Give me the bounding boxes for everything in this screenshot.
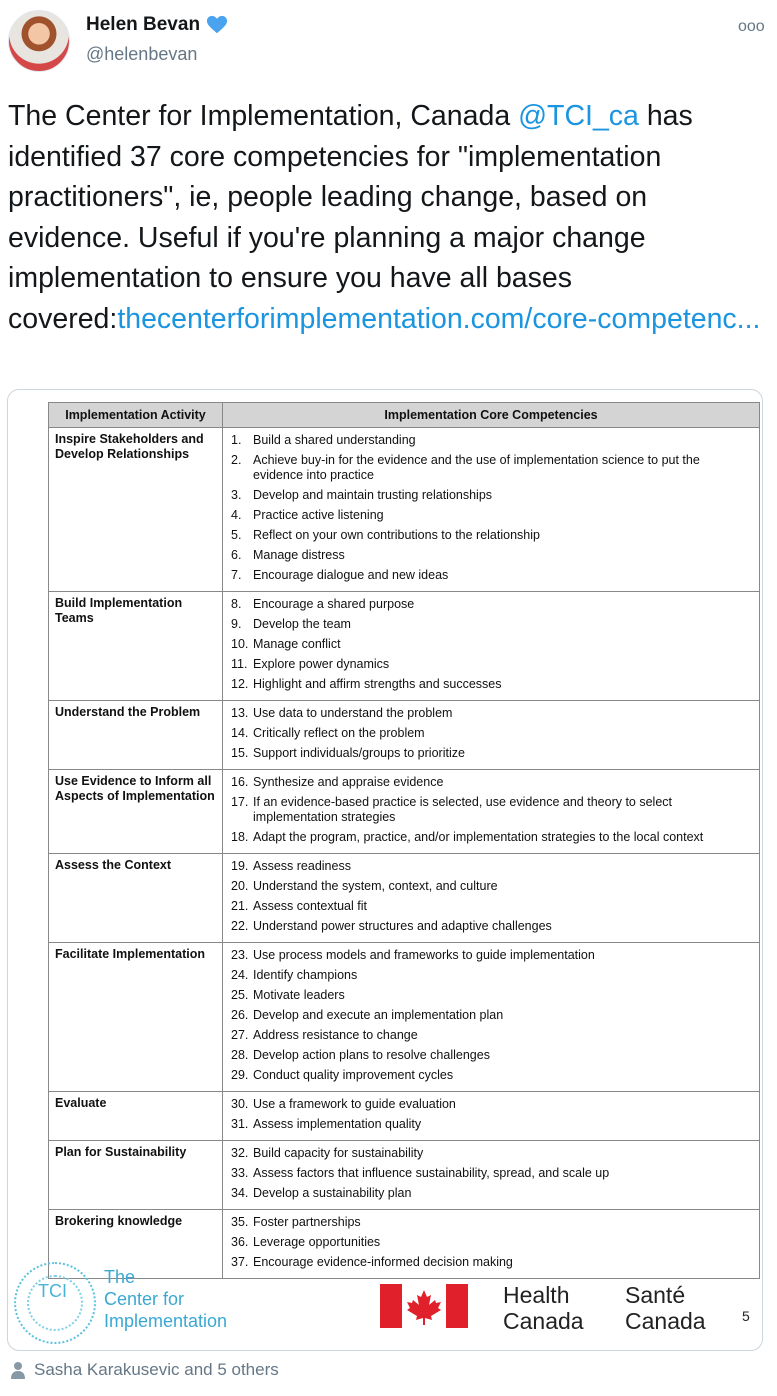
competency-number: 12. — [231, 677, 249, 691]
competency-item — [231, 1166, 753, 1181]
competency-text: Highlight and affirm strengths and successes — [253, 677, 502, 691]
health-canada-line: Health — [503, 1282, 570, 1308]
health-canada-line: Canada — [503, 1308, 584, 1334]
competency-number: 3. — [231, 488, 242, 502]
competency-text: Understand power structures and adaptive challenges — [253, 919, 552, 933]
competency-text: Conduct quality improvement cycles — [253, 1068, 454, 1082]
competency-number: 6. — [231, 548, 242, 562]
sante-canada-line: Santé — [625, 1282, 686, 1308]
activity-cell: Understand the Problem — [49, 701, 223, 770]
tci-name-line: Center for — [104, 1289, 185, 1309]
competency-item — [231, 657, 753, 672]
competency-item — [231, 528, 753, 543]
competency-item — [231, 746, 753, 761]
competency-number: 29. — [231, 1068, 249, 1082]
activity-cell: Assess the Context — [49, 854, 223, 943]
competencies-cell — [223, 1141, 760, 1210]
competency-item — [231, 508, 753, 523]
competency-number: 31. — [231, 1117, 249, 1131]
competency-item — [231, 1008, 753, 1023]
competency-number: 30. — [231, 1097, 249, 1111]
activity-cell: Brokering knowledge — [49, 1210, 223, 1279]
table-row — [49, 943, 760, 1092]
competency-item — [231, 879, 753, 894]
competency-text: Understand the system, context, and culture — [253, 879, 498, 893]
competency-number: 13. — [231, 706, 249, 720]
competency-text: Manage conflict — [253, 637, 341, 651]
competency-number: 5. — [231, 528, 242, 542]
competency-number: 15. — [231, 746, 249, 760]
attached-image[interactable] — [7, 389, 763, 1351]
competency-item — [231, 726, 753, 741]
competency-text: Develop action plans to resolve challenges — [253, 1048, 490, 1062]
tweet-header — [0, 0, 777, 90]
competency-number: 20. — [231, 879, 249, 893]
competency-item — [231, 968, 753, 983]
competency-item — [231, 948, 753, 963]
competency-number: 10. — [231, 637, 249, 651]
competency-number: 36. — [231, 1235, 249, 1249]
competency-item — [231, 1186, 753, 1201]
competency-number: 21. — [231, 899, 249, 913]
competency-text: Develop the team — [253, 617, 351, 631]
table-row — [49, 854, 760, 943]
tweet-text — [8, 96, 768, 339]
competencies-cell — [223, 770, 760, 854]
competency-text: Use process models and frameworks to guide implementation — [253, 948, 595, 962]
author-display-name[interactable]: Helen Bevan — [86, 14, 201, 35]
competency-text: Assess implementation quality — [253, 1117, 422, 1131]
mention-link[interactable]: @TCI_ca — [518, 100, 639, 132]
competency-item — [231, 1215, 753, 1230]
competency-item — [231, 1117, 753, 1132]
competency-item — [231, 830, 753, 845]
competency-item — [231, 795, 753, 825]
competency-text: Explore power dynamics — [253, 657, 390, 671]
competency-item — [231, 617, 753, 632]
competency-text: Achieve buy-in for the evidence and the use of implementation science to put the evidence into practice — [253, 453, 700, 482]
competencies-cell — [223, 428, 760, 592]
competency-number: 34. — [231, 1186, 249, 1200]
competency-text: If an evidence-based practice is selected, use evidence and theory to select implementation strategies — [253, 795, 673, 824]
page-number: 5 — [742, 1308, 750, 1324]
competency-text: Manage distress — [253, 548, 345, 562]
tci-name-line: Implementation — [104, 1311, 228, 1331]
competency-number: 35. — [231, 1215, 249, 1229]
competency-number: 32. — [231, 1146, 249, 1160]
tagged-people-label[interactable]: Sasha Karakusevic and 5 others — [34, 1360, 279, 1379]
tweet-text-part: has identified 37 core competencies for "implementation practitioners", ie, people leading change, based on evidence. Useful if you're planning a major change implementation to ensure you have all bases covered: — [8, 100, 693, 335]
avatar[interactable] — [8, 10, 70, 72]
tagged-people[interactable] — [10, 1360, 279, 1380]
competency-text: Identify champions — [253, 968, 358, 982]
table-body — [49, 428, 760, 1279]
competency-number: 14. — [231, 726, 249, 740]
competency-text: Critically reflect on the problem — [253, 726, 425, 740]
competency-item — [231, 1068, 753, 1083]
competency-text: Assess readiness — [253, 859, 351, 873]
competency-number: 28. — [231, 1048, 249, 1062]
competency-number: 37. — [231, 1255, 249, 1269]
competency-text: Reflect on your own contributions to the relationship — [253, 528, 540, 542]
table-row — [49, 770, 760, 854]
competency-text: Develop a sustainability plan — [253, 1186, 412, 1200]
competency-item — [231, 597, 753, 612]
competency-item — [231, 859, 753, 874]
author-handle[interactable]: @helenbevan — [86, 44, 198, 64]
competency-item — [231, 706, 753, 721]
competency-item — [231, 677, 753, 692]
competency-number: 9. — [231, 617, 242, 631]
competencies-cell — [223, 943, 760, 1092]
table-header-row — [49, 403, 760, 428]
table-row — [49, 428, 760, 592]
competency-item — [231, 899, 753, 914]
column-header-activity: Implementation Activity — [49, 403, 223, 428]
competencies-cell — [223, 1092, 760, 1141]
table-row — [49, 1141, 760, 1210]
competency-number: 18. — [231, 830, 249, 844]
activity-cell: Build Implementation Teams — [49, 592, 223, 701]
competency-text: Motivate leaders — [253, 988, 345, 1002]
competency-item — [231, 1048, 753, 1063]
tci-logo-text: TCI — [38, 1281, 67, 1301]
competency-number: 25. — [231, 988, 249, 1002]
table-row — [49, 701, 760, 770]
competency-item — [231, 919, 753, 934]
competency-number: 26. — [231, 1008, 249, 1022]
competency-number: 11. — [231, 657, 248, 671]
competency-number: 27. — [231, 1028, 249, 1042]
activity-cell: Plan for Sustainability — [49, 1141, 223, 1210]
competency-number: 17. — [231, 795, 249, 809]
competency-item — [231, 1235, 753, 1250]
competencies-cell — [223, 854, 760, 943]
table-row — [49, 1092, 760, 1141]
competency-text: Assess factors that influence sustainability, spread, and scale up — [253, 1166, 610, 1180]
competency-item — [231, 488, 753, 503]
competency-number: 1. — [231, 433, 242, 447]
competency-text: Build capacity for sustainability — [253, 1146, 424, 1160]
competency-item — [231, 548, 753, 563]
competency-number: 22. — [231, 919, 249, 933]
competency-item — [231, 453, 753, 483]
sante-canada-line: Canada — [625, 1308, 706, 1334]
competency-item — [231, 568, 753, 583]
competency-item — [231, 1146, 753, 1161]
competency-number: 19. — [231, 859, 249, 873]
verified-heart-icon — [206, 14, 228, 36]
competency-text: Adapt the program, practice, and/or implementation strategies to the local context — [253, 830, 704, 844]
canada-flag-icon — [380, 1284, 468, 1328]
competencies-cell — [223, 701, 760, 770]
person-icon — [10, 1361, 26, 1379]
column-header-competencies: Implementation Core Competencies — [223, 403, 760, 428]
competency-number: 24. — [231, 968, 249, 982]
activity-cell: Use Evidence to Inform all Aspects of Implementation — [49, 770, 223, 854]
more-options-icon[interactable]: ooo — [738, 18, 765, 35]
competency-text: Support individuals/groups to prioritize — [253, 746, 465, 760]
competency-item — [231, 637, 753, 652]
competency-text: Synthesize and appraise evidence — [253, 775, 444, 789]
competency-number: 33. — [231, 1166, 249, 1180]
health-canada-text — [503, 1282, 584, 1334]
activity-cell: Inspire Stakeholders and Develop Relationships — [49, 428, 223, 592]
competency-number: 2. — [231, 453, 242, 467]
tci-name-line: The — [104, 1267, 136, 1287]
sante-canada-text — [625, 1282, 706, 1334]
competency-item — [231, 775, 753, 790]
competency-text: Address resistance to change — [253, 1028, 418, 1042]
competency-text: Practice active listening — [253, 508, 384, 522]
competency-number: 4. — [231, 508, 242, 522]
competency-text: Encourage evidence-informed decision making — [253, 1255, 513, 1269]
competency-text: Encourage dialogue and new ideas — [253, 568, 449, 582]
competency-text: Encourage a shared purpose — [253, 597, 415, 611]
competency-text: Develop and maintain trusting relationships — [253, 488, 493, 502]
tweet-text-part: The Center for Implementation, Canada — [8, 100, 519, 132]
activity-cell: Evaluate — [49, 1092, 223, 1141]
tci-logo-icon — [14, 1262, 96, 1344]
competency-text: Assess contextual fit — [253, 899, 367, 913]
competency-text: Build a shared understanding — [253, 433, 416, 447]
competency-text: Use data to understand the problem — [253, 706, 453, 720]
competency-text: Develop and execute an implementation plan — [253, 1008, 504, 1022]
competency-text: Foster partnerships — [253, 1215, 361, 1229]
competency-number: 7. — [231, 568, 242, 582]
url-link[interactable]: thecenterforimplementation.com/core-competenc... — [117, 302, 761, 335]
competency-text: Use a framework to guide evaluation — [253, 1097, 456, 1111]
competency-number: 23. — [231, 948, 249, 962]
activity-cell: Facilitate Implementation — [49, 943, 223, 1092]
competency-item — [231, 1028, 753, 1043]
competencies-table — [48, 402, 760, 1279]
competency-item — [231, 988, 753, 1003]
competency-number: 8. — [231, 597, 242, 611]
author-name-row — [86, 14, 228, 36]
competencies-cell — [223, 592, 760, 701]
competency-number: 16. — [231, 775, 249, 789]
competency-item — [231, 433, 753, 448]
competency-text: Leverage opportunities — [253, 1235, 381, 1249]
table-row — [49, 592, 760, 701]
tci-name — [104, 1266, 227, 1332]
logo-strip — [8, 1252, 763, 1351]
competency-item — [231, 1097, 753, 1112]
